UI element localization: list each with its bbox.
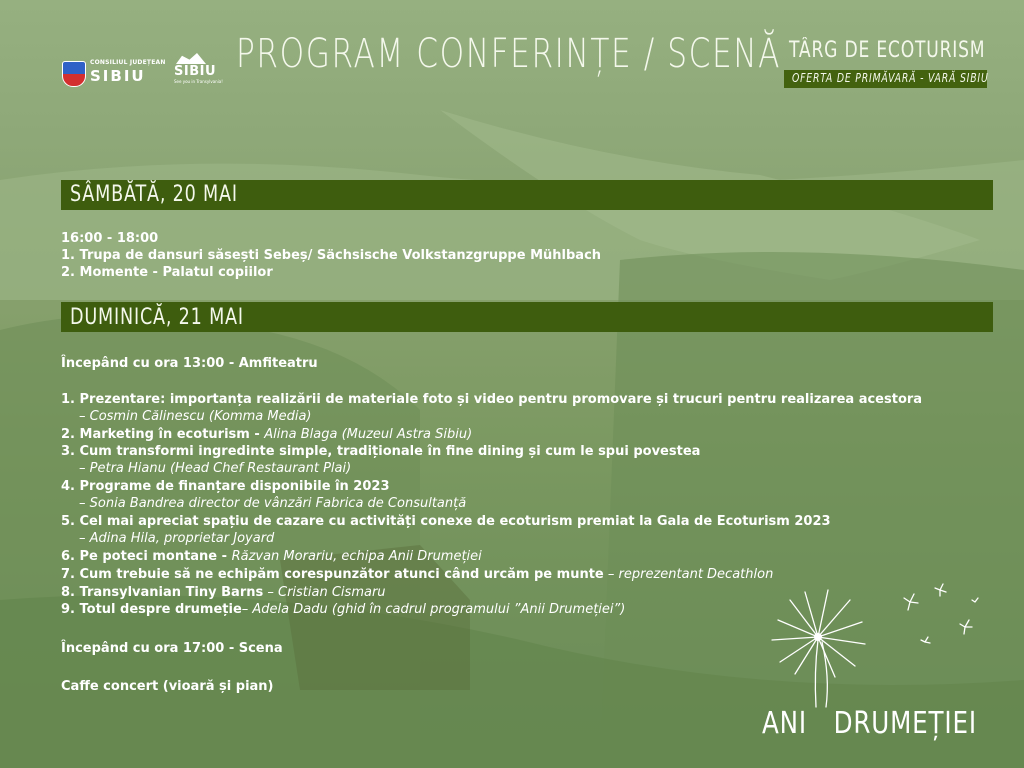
brand-right: DRUMEȚIEI <box>833 706 977 741</box>
program-item-1-speaker: – Cosmin Călinescu (Komma Media) <box>79 409 312 424</box>
program-item-1: 1. Prezentare: importanța realizării de materiale foto și video pentru promovare și trucuri pentru realizarea acestora <box>61 392 923 407</box>
program-item-2-speaker: Alina Blaga (Muzeul Astra Sibiu) <box>264 427 473 442</box>
program-item-4: 4. Programe de finanțare disponibile în 2023 <box>61 479 390 494</box>
coat-of-arms-icon <box>62 61 86 87</box>
saturday-item: 2. Momente - Palatul copiilor <box>61 265 273 280</box>
fair-title: TÂRG DE ECOTURISM <box>789 38 986 63</box>
program-item-3-speaker: – Petra Hianu (Head Chef Restaurant Plai) <box>79 461 352 476</box>
fair-subtitle: OFERTA DE PRIMĂVARĂ - VARĂ SIBIU <box>792 71 989 85</box>
program-item-5-speaker: – Adina Hila, proprietar Joyard <box>79 531 275 546</box>
amfiteatru-heading: Începând cu ora 13:00 - Amfiteatru <box>61 356 318 371</box>
sibiu-logo-word: SIBIU <box>174 64 217 79</box>
program-item-8-speaker: – Cristian Cismaru <box>263 585 386 600</box>
saturday-time: 16:00 - 18:00 <box>61 231 159 246</box>
program-item-9-speaker: – Adela Dadu (ghid în cadrul programului ”Anii Drumeției”) <box>241 602 626 617</box>
page-title: PROGRAM CONFERINȚE / SCENĂ <box>236 31 782 77</box>
program-item-5: 5. Cel mai apreciat spațiu de cazare cu activități conexe de ecoturism premiat la Gala de Ecoturism 2023 <box>61 514 831 529</box>
program-item-8-title: 8. Transylvanian Tiny Barns <box>61 585 264 600</box>
saturday-title: SÂMBĂTĂ, 20 MAI <box>70 182 238 207</box>
program-item-4-speaker: – Sonia Bandrea director de vânzări Fabrica de Consultanță <box>79 496 467 511</box>
anii-drumetiei-logo[interactable] <box>762 706 977 741</box>
program-item-6 <box>61 548 482 566</box>
saturday-item: 1. Trupa de dansuri săsești Sebeș/ Sächsische Volkstanzgruppe Mühlbach <box>61 248 602 263</box>
program-item-9 <box>61 601 625 619</box>
program-item-3: 3. Cum transformi ingredinte simple, tradiționale în fine dining și cum le spui povestea <box>61 444 701 459</box>
roof-icon <box>176 53 206 64</box>
scena-heading: Începând cu ora 17:00 - Scena <box>61 641 283 656</box>
program-item-6-title: 6. Pe poteci montane - <box>61 549 232 564</box>
program-item-8 <box>61 584 386 602</box>
program-item-7-speaker: – reprezentant Decathlon <box>603 567 774 582</box>
sunday-title: DUMINICĂ, 21 MAI <box>70 305 244 330</box>
program-item-2 <box>61 426 472 444</box>
program-item-7 <box>61 566 773 584</box>
council-small-label: CONSILIUL JUDEȚEAN <box>90 59 166 66</box>
program-item-9-title: 9. Totul despre drumeție <box>61 602 242 617</box>
caffe-concert: Caffe concert (vioară și pian) <box>61 679 274 694</box>
brand-left: ANI <box>762 706 807 741</box>
council-big-label: SIBIU <box>90 67 146 85</box>
sibiu-brand-logo[interactable] <box>174 53 223 84</box>
sibiu-logo-tagline: See you in Transylvania! <box>174 79 223 84</box>
program-item-6-speaker: Răzvan Morariu, echipa Anii Drumeției <box>231 549 482 564</box>
program-item-7-title: 7. Cum trebuie să ne echipăm corespunzător atunci când urcăm pe munte <box>61 567 604 582</box>
program-item-2-title: 2. Marketing în ecoturism - <box>61 427 265 442</box>
